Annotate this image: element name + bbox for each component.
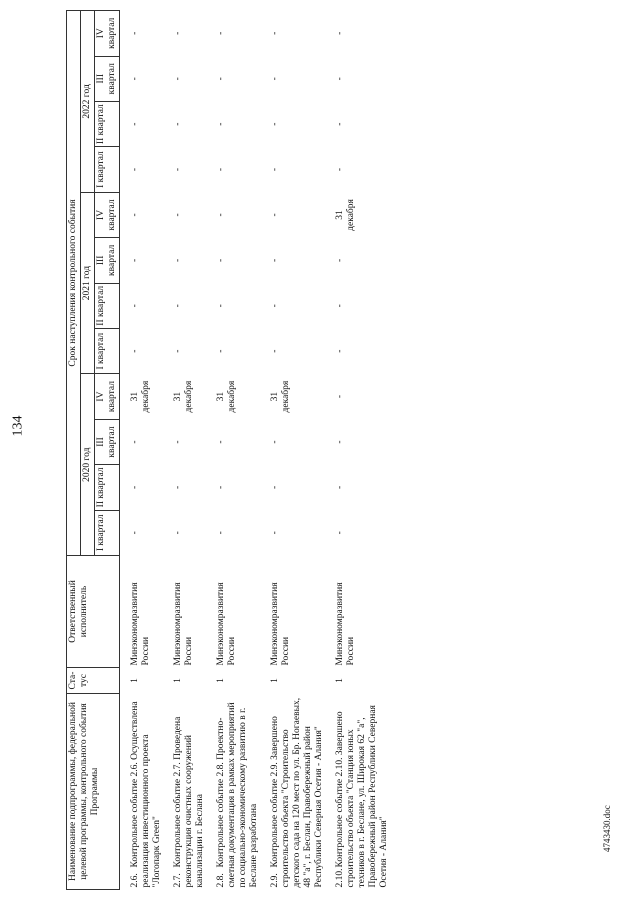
row-quarter-cell: - — [335, 304, 345, 308]
row-quarter-cell: - — [216, 485, 226, 489]
row-quarter-cell: - — [216, 349, 226, 353]
row-quarter-cell: - — [173, 167, 183, 172]
row-quarter-cell: - — [130, 213, 140, 217]
row-quarter-cell: - — [335, 31, 345, 35]
header-quarter: I квартал — [95, 328, 120, 373]
row-quarter-cell: - — [173, 531, 183, 535]
row-quarter-cell: - — [173, 440, 183, 444]
table-row — [325, 11, 390, 890]
row-quarter-cell: - — [335, 485, 345, 489]
control-events-table — [66, 10, 390, 890]
row-quarter-cell: - — [216, 167, 226, 172]
row-number: 2.10. — [335, 868, 345, 888]
row-responsible: Минэкономразвития России — [270, 582, 291, 666]
row-quarter-cell: - — [130, 167, 140, 172]
row-quarter-cell: - — [173, 122, 183, 126]
header-responsible: Ответственный исполнитель — [67, 556, 120, 668]
row-quarter-cell: 31 декабря — [216, 380, 237, 413]
row-status: 1 — [173, 678, 183, 683]
header-year-2020: 2020 год — [81, 374, 95, 556]
row-number: 2.7. — [173, 873, 183, 888]
table-row — [260, 11, 325, 890]
table-row — [163, 11, 206, 890]
row-quarter-cell: - — [173, 213, 183, 217]
row-number: 2.6. — [130, 873, 140, 888]
row-quarter-cell: - — [216, 531, 226, 535]
row-quarter-cell: - — [270, 122, 280, 126]
header-name: Наименование подпрограммы, федеральной целевой программы, контрольного события Программы — [67, 694, 120, 890]
footer — [602, 805, 640, 866]
row-quarter-cell: - — [270, 440, 280, 444]
row-status: 1 — [270, 678, 280, 683]
row-quarter-cell: - — [173, 31, 183, 35]
row-event-name: Контрольное событие 2.10. Завершено строительство объекта "Станция юных техников в г. Беслане, ул. Широкая 62 "а", Правобережный район Республики Северная Осетия - Алания" — [335, 705, 389, 888]
row-quarter-cell: - — [130, 440, 140, 444]
header-quarter: I квартал — [95, 147, 120, 192]
row-quarter-cell: - — [130, 31, 140, 35]
row-event-name: Контрольное событие 2.8. Проектно-сметная документация в рамках мероприятий по социально-экономическому развитию в г. Беслане разработана — [216, 702, 259, 888]
row-responsible: Минэкономразвития России — [173, 582, 194, 666]
rotated-table-container — [66, 10, 606, 890]
row-status: 1 — [216, 678, 226, 683]
row-quarter-cell: - — [216, 440, 226, 444]
row-quarter-cell: - — [173, 304, 183, 308]
row-quarter-cell: - — [216, 122, 226, 126]
row-quarter-cell: - — [130, 349, 140, 353]
row-quarter-cell: - — [216, 304, 226, 308]
row-quarter-cell: - — [335, 349, 345, 353]
row-event-name: Контрольное событие 2.6. Осуществлена реализация инвестиционного проекта "Логопарк Green" — [130, 701, 162, 888]
row-quarter-cell: - — [173, 485, 183, 489]
row-event-name: Контрольное событие 2.9. Завершено строительство объекта "Строительство детского сада на 120 мест по ул. Бр. Ногаевых, 48 "а", г. Беслан, Правобережный район Республики Северная Осетия - Алания" — [270, 697, 324, 888]
row-name-cell — [163, 694, 206, 890]
row-quarter-cell: - — [130, 531, 140, 535]
row-quarter-cell: - — [270, 531, 280, 535]
table-row — [120, 11, 164, 890]
row-quarter-cell: - — [216, 213, 226, 217]
row-status: 1 — [335, 678, 345, 683]
row-name-cell — [260, 694, 325, 890]
row-quarter-cell: - — [173, 77, 183, 81]
row-quarter-cell: - — [130, 485, 140, 489]
header-year-2022: 2022 год — [81, 11, 95, 193]
header-quarter: IV квартал — [95, 192, 120, 237]
row-quarter-cell: - — [216, 77, 226, 81]
page-number-text: 134 — [10, 415, 25, 437]
row-quarter-cell: - — [335, 167, 345, 172]
row-quarter-cell: - — [335, 440, 345, 444]
row-quarter-cell: - — [130, 122, 140, 126]
row-quarter-cell: - — [130, 77, 140, 81]
row-number: 2.8. — [216, 873, 226, 888]
row-quarter-cell: - — [173, 258, 183, 262]
row-quarter-cell: - — [335, 122, 345, 126]
row-quarter-cell: 31 декабря — [335, 199, 356, 231]
row-quarter-cell: - — [216, 31, 226, 35]
row-quarter-cell: - — [216, 258, 226, 262]
row-quarter-cell: - — [270, 349, 280, 353]
row-name-cell — [325, 694, 390, 890]
row-name-cell — [120, 694, 164, 890]
row-quarter-cell: 31 декабря — [130, 380, 151, 413]
row-number: 2.9. — [270, 873, 280, 888]
row-quarter-cell: - — [130, 304, 140, 308]
row-quarter-cell: - — [270, 258, 280, 262]
header-quarter: II квартал — [95, 465, 120, 510]
row-quarter-cell: - — [335, 531, 345, 535]
header-quarter: III квартал — [95, 56, 120, 101]
table-row — [206, 11, 260, 890]
header-status: Ста- тус — [67, 668, 120, 694]
footer-filename: 4743430.doc — [602, 805, 612, 852]
header-deadline: Срок наступления контрольного события — [67, 11, 81, 556]
row-quarter-cell: - — [335, 77, 345, 81]
row-quarter-cell: - — [270, 304, 280, 308]
row-quarter-cell: - — [270, 31, 280, 35]
row-responsible: Минэкономразвития России — [335, 582, 356, 666]
header-quarter: I квартал — [95, 510, 120, 555]
header-year-2021: 2021 год — [81, 192, 95, 374]
header-quarter: III квартал — [95, 419, 120, 464]
header-quarter: III квартал — [95, 238, 120, 283]
row-quarter-cell: - — [335, 395, 345, 399]
row-quarter-cell: - — [335, 258, 345, 262]
row-quarter-cell: 31 декабря — [173, 380, 194, 413]
row-quarter-cell: - — [130, 258, 140, 262]
row-quarter-cell: - — [270, 77, 280, 81]
row-quarter-cell: - — [270, 213, 280, 217]
row-name-cell — [206, 694, 260, 890]
row-status: 1 — [130, 678, 140, 683]
header-quarter: II квартал — [95, 101, 120, 146]
table-body — [120, 11, 391, 890]
row-quarter-cell: 31 декабря — [270, 380, 291, 413]
row-quarter-cell: - — [270, 485, 280, 489]
header-quarter: IV квартал — [95, 374, 120, 419]
row-responsible: Минэкономразвития России — [216, 582, 237, 666]
row-quarter-cell: - — [173, 349, 183, 353]
row-event-name: Контрольное событие 2.7. Проведена реконструкция очистных сооружений канализации г. Беслана — [173, 716, 205, 888]
row-quarter-cell: - — [270, 167, 280, 172]
page-number — [0, 415, 36, 437]
header-quarter: IV квартал — [95, 11, 120, 57]
row-responsible: Минэкономразвития России — [130, 582, 151, 666]
header-quarter: II квартал — [95, 283, 120, 328]
